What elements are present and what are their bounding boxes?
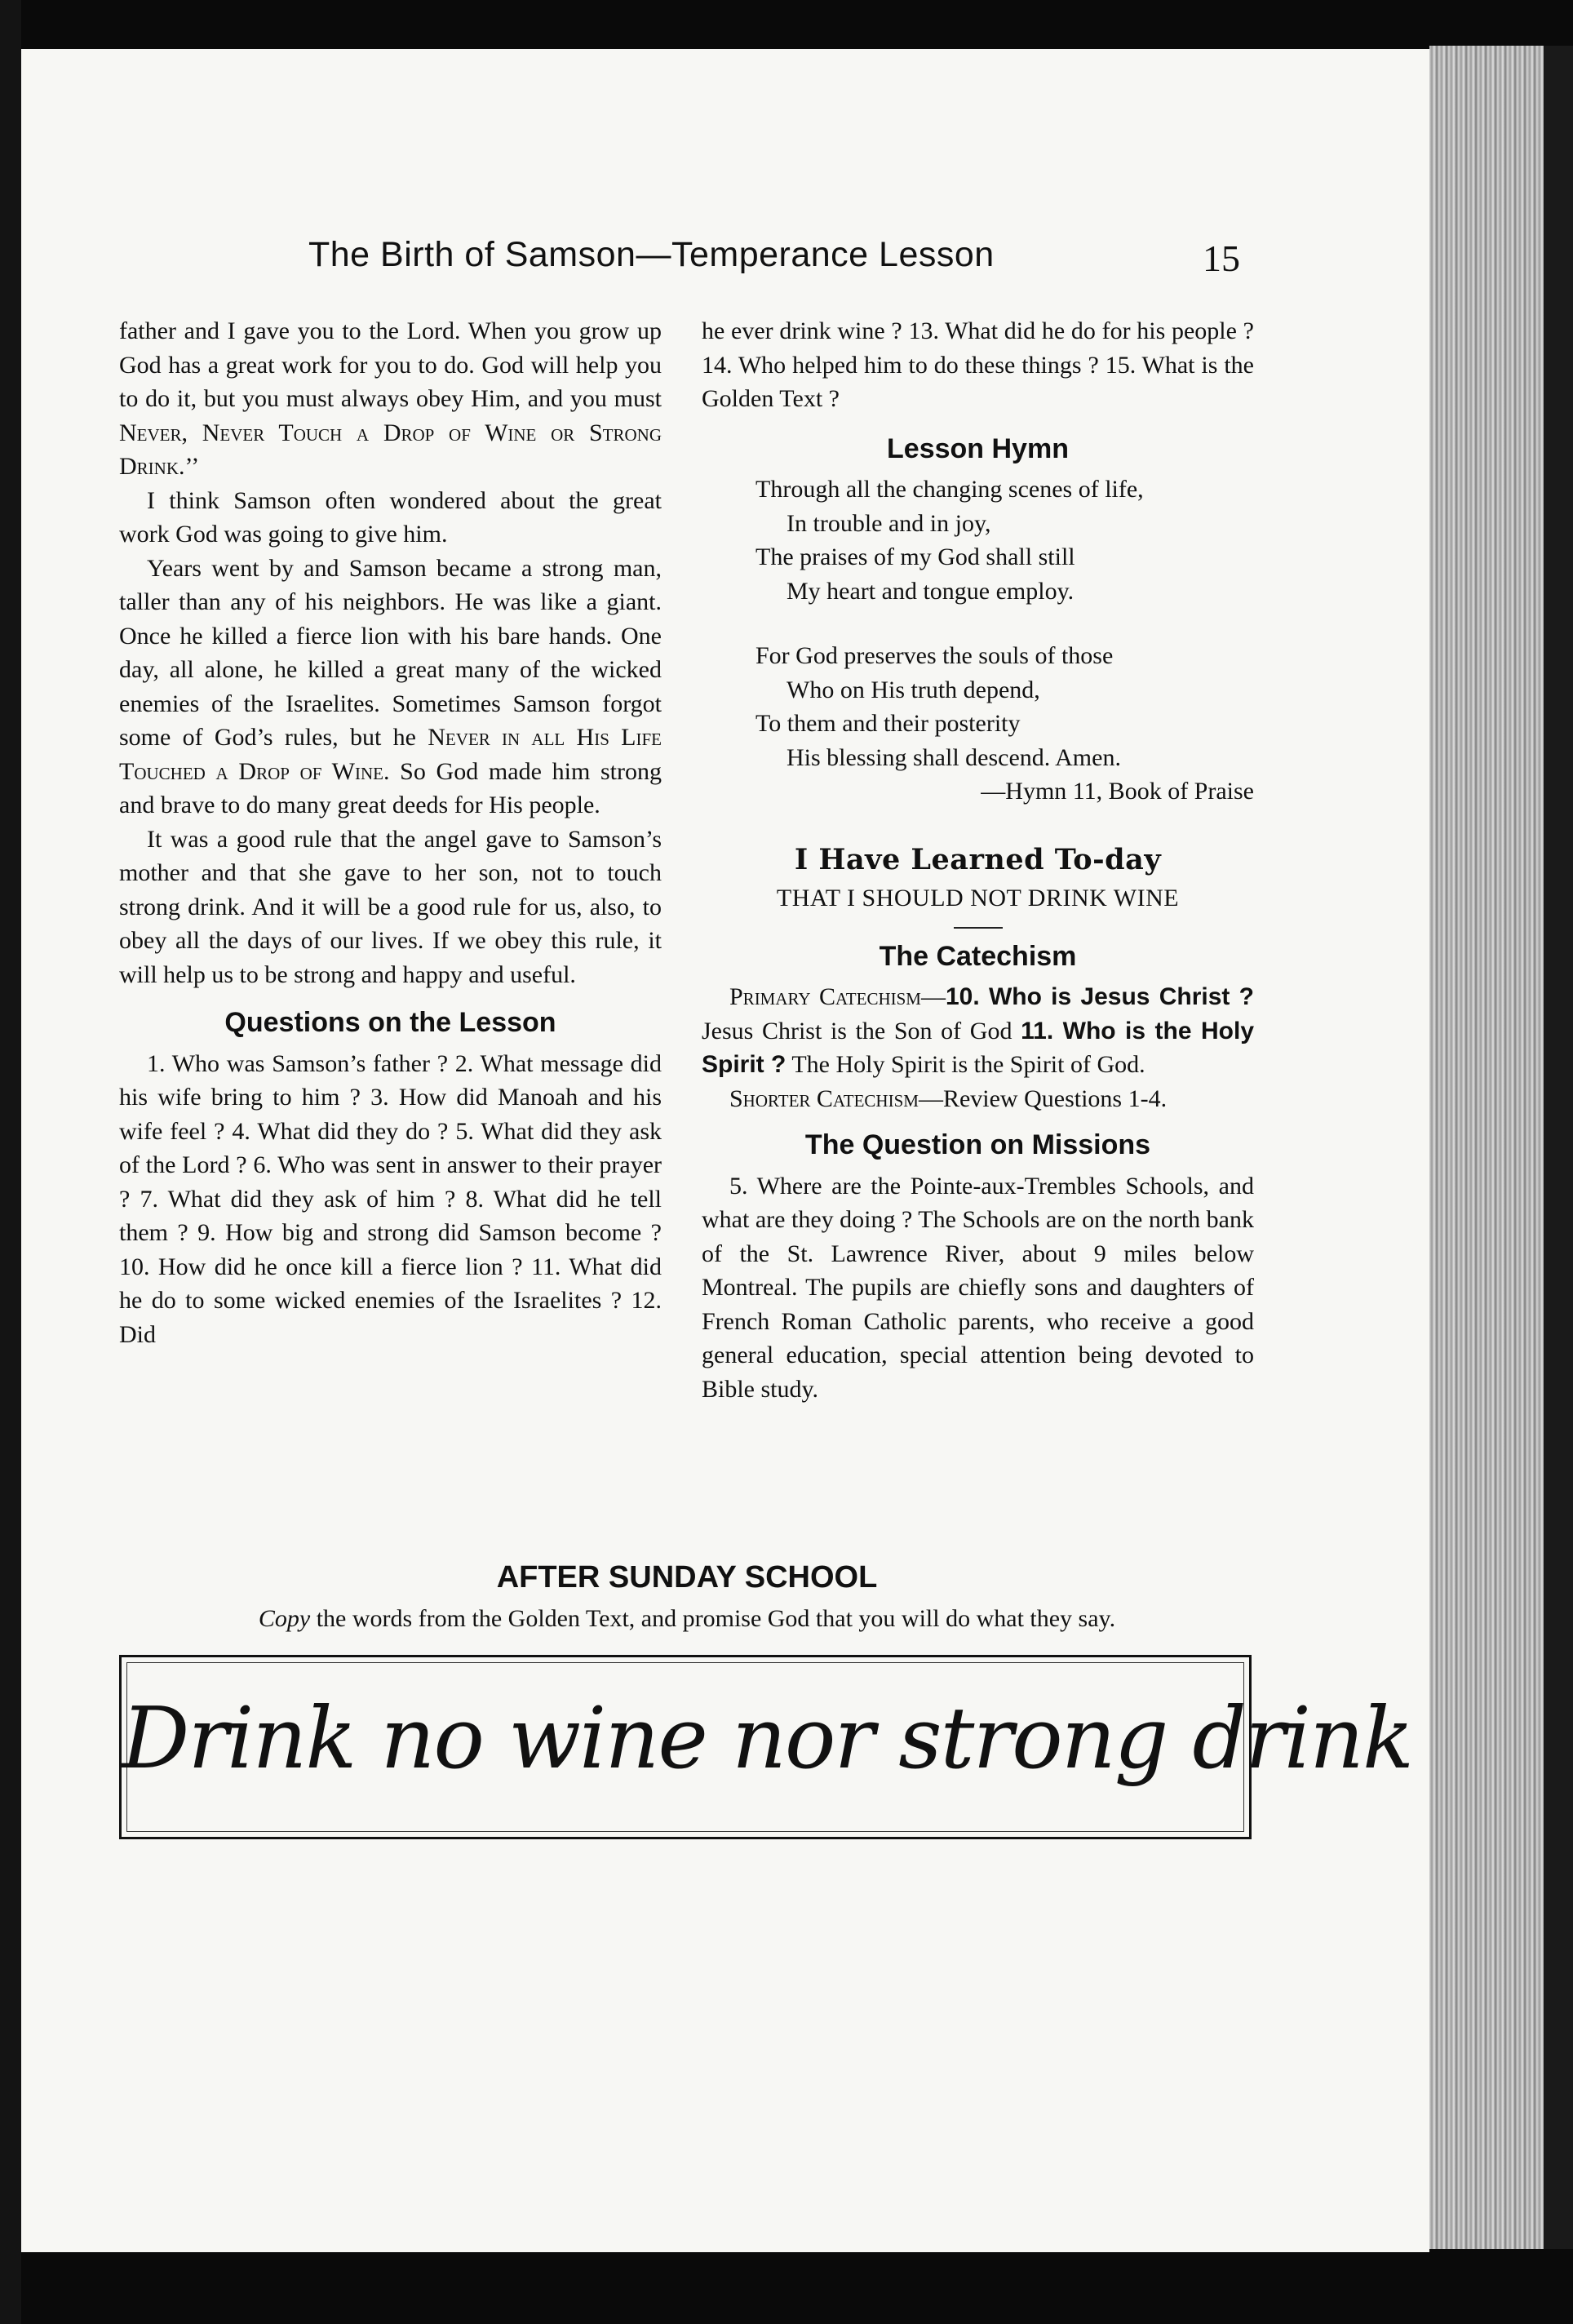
hymn-line: Who on His truth depend, <box>786 676 1040 703</box>
questions-heading: Questions on the Lesson <box>224 1007 556 1038</box>
page-number: 15 <box>1203 237 1240 279</box>
paragraph-3-small-caps: Never in all His Life Touched a Drop of Wine <box>119 724 662 785</box>
missions-heading: The Question on Missions <box>804 1129 1151 1160</box>
hymn-line: My heart and tongue employ. <box>786 577 1075 605</box>
copy-word: Copy <box>258 1605 311 1632</box>
paragraph-4: It was a good rule that the angel gave to Samson’s mother and that she gave to her son, not to touch strong drink. And it will be a good rule for us, also, to obey all the days of our lives. If we obey this rule, it will help us to be strong and happy and useful. <box>119 825 662 988</box>
hymn-stanzas <box>702 472 1254 774</box>
learned-text: THAT I SHOULD NOT DRINK WINE <box>776 885 1180 911</box>
hymn-line: His blessing shall descend. Amen. <box>786 743 1121 771</box>
questions-continued: he ever drink wine ? 13. What did he do for his people ? 14. Who helped him to do these things ? 15. What is the Golden Text ? <box>702 317 1254 412</box>
shorter-catechism <box>702 1082 1254 1116</box>
paragraph-3-text: Years went by and Samson became a strong man, taller than any of his neighbors. He was like a giant. Once he killed a fierce lion with his bare hands. One day, all alone, he killed a great many of the wicked enemies of the Israelites. Sometimes Samson forgot some of God’s rules, but he <box>119 554 662 751</box>
hymn-attribution: —Hymn 11, Book of Praise <box>981 778 1254 805</box>
running-title: The Birth of Samson—Temperance Lesson <box>308 235 995 274</box>
paragraph-3 <box>119 552 662 823</box>
section-divider <box>954 927 1003 929</box>
golden-text-script: Drink no wine nor strong drink <box>122 1688 1412 1788</box>
hymn-line: In trouble and in joy, <box>786 509 991 537</box>
primary-question-10: 10. Who is Jesus Christ ? <box>945 983 1254 1010</box>
page-stack-edge <box>1429 46 1544 2249</box>
hymn-line: Through all the changing scenes of life, <box>755 476 1144 503</box>
after-instruction <box>119 1605 1255 1633</box>
paragraph-1-end: .’’ <box>179 453 200 480</box>
background-edge <box>1544 46 1573 2249</box>
paragraph-1-text: father and I gave you to the Lord. When you grow up God has a great work for you to do. God will help you to do it, but you must always obey Him, and you must <box>119 317 662 412</box>
running-header <box>0 235 1573 284</box>
hymn-line: The praises of my God shall still <box>755 543 1075 570</box>
book-gutter-shadow <box>0 0 21 2324</box>
right-column <box>702 314 1254 1406</box>
stanza-gap <box>755 608 1254 639</box>
after-heading: AFTER SUNDAY SCHOOL <box>496 1560 878 1594</box>
catechism-heading: The Catechism <box>879 940 1077 972</box>
hymn-line: For God preserves the souls of those <box>755 642 1114 669</box>
shorter-catechism-text: —Review Questions 1-4. <box>918 1084 1168 1112</box>
after-sunday-school <box>119 1560 1255 1633</box>
paragraph-3-end: . So God made him strong and brave to do many great deeds for His people. <box>119 757 662 818</box>
paragraph-1-small-caps: Never, Never Touch a Drop of Wine or Strong Drink <box>119 419 662 480</box>
copy-box <box>119 1655 1412 1839</box>
paragraph-2: I think Samson often wondered about the great work God was going to give him. <box>119 486 662 548</box>
primary-question-11: 11. Who is the Holy Spirit ? <box>702 1017 1255 1078</box>
hymn-heading: Lesson Hymn <box>887 432 1069 464</box>
learned-heading: I Have Learned To-day <box>794 842 1162 876</box>
copy-instruction-text: the words from the Golden Text, and promise God that you will do what they say. <box>310 1605 1116 1632</box>
primary-answer-11: The Holy Spirit is the Spirit of God. <box>791 1051 1145 1078</box>
left-column <box>119 314 662 1351</box>
shorter-catechism-label: Shorter Catechism <box>729 1084 919 1112</box>
questions-text: 1. Who was Samson’s father ? 2. What message did his wife bring to him ? 3. How did Manoah and his wife feel ? 4. What did they do ? 5. What did they ask of the Lord ? 6. Who was sent in answer to their prayer ? 7. What did they ask of him ? 8. What did he tell them ? 9. How big and strong did Samson become ? 10. How did he once kill a fierce lion ? 11. What did he do to some wicked enemies of the Israelites ? 12. Did <box>119 1049 662 1348</box>
primary-answer-10: Jesus Christ is the Son of God <box>702 1017 1012 1044</box>
primary-catechism-label: Primary Catechism <box>729 983 921 1010</box>
paragraph-1 <box>119 314 662 484</box>
hymn-line: To them and their posterity <box>755 710 1021 737</box>
primary-catechism: Primary Catechism—10. Who is Jesus Christ ? Jesus Christ is the Son of God 11. Who is the Holy Spirit ? The Holy Spirit is the Spirit of God. <box>702 983 1255 1078</box>
missions-text: 5. Where are the Pointe-aux-Trembles Schools, and what are they doing ? The Schools are on the north bank of the St. Lawrence River, about 9 miles below Montreal. The pupils are chiefly sons and daughters of French Roman Catholic parents, who receive a good general education, special attention being devoted to Bible study. <box>702 1172 1254 1403</box>
